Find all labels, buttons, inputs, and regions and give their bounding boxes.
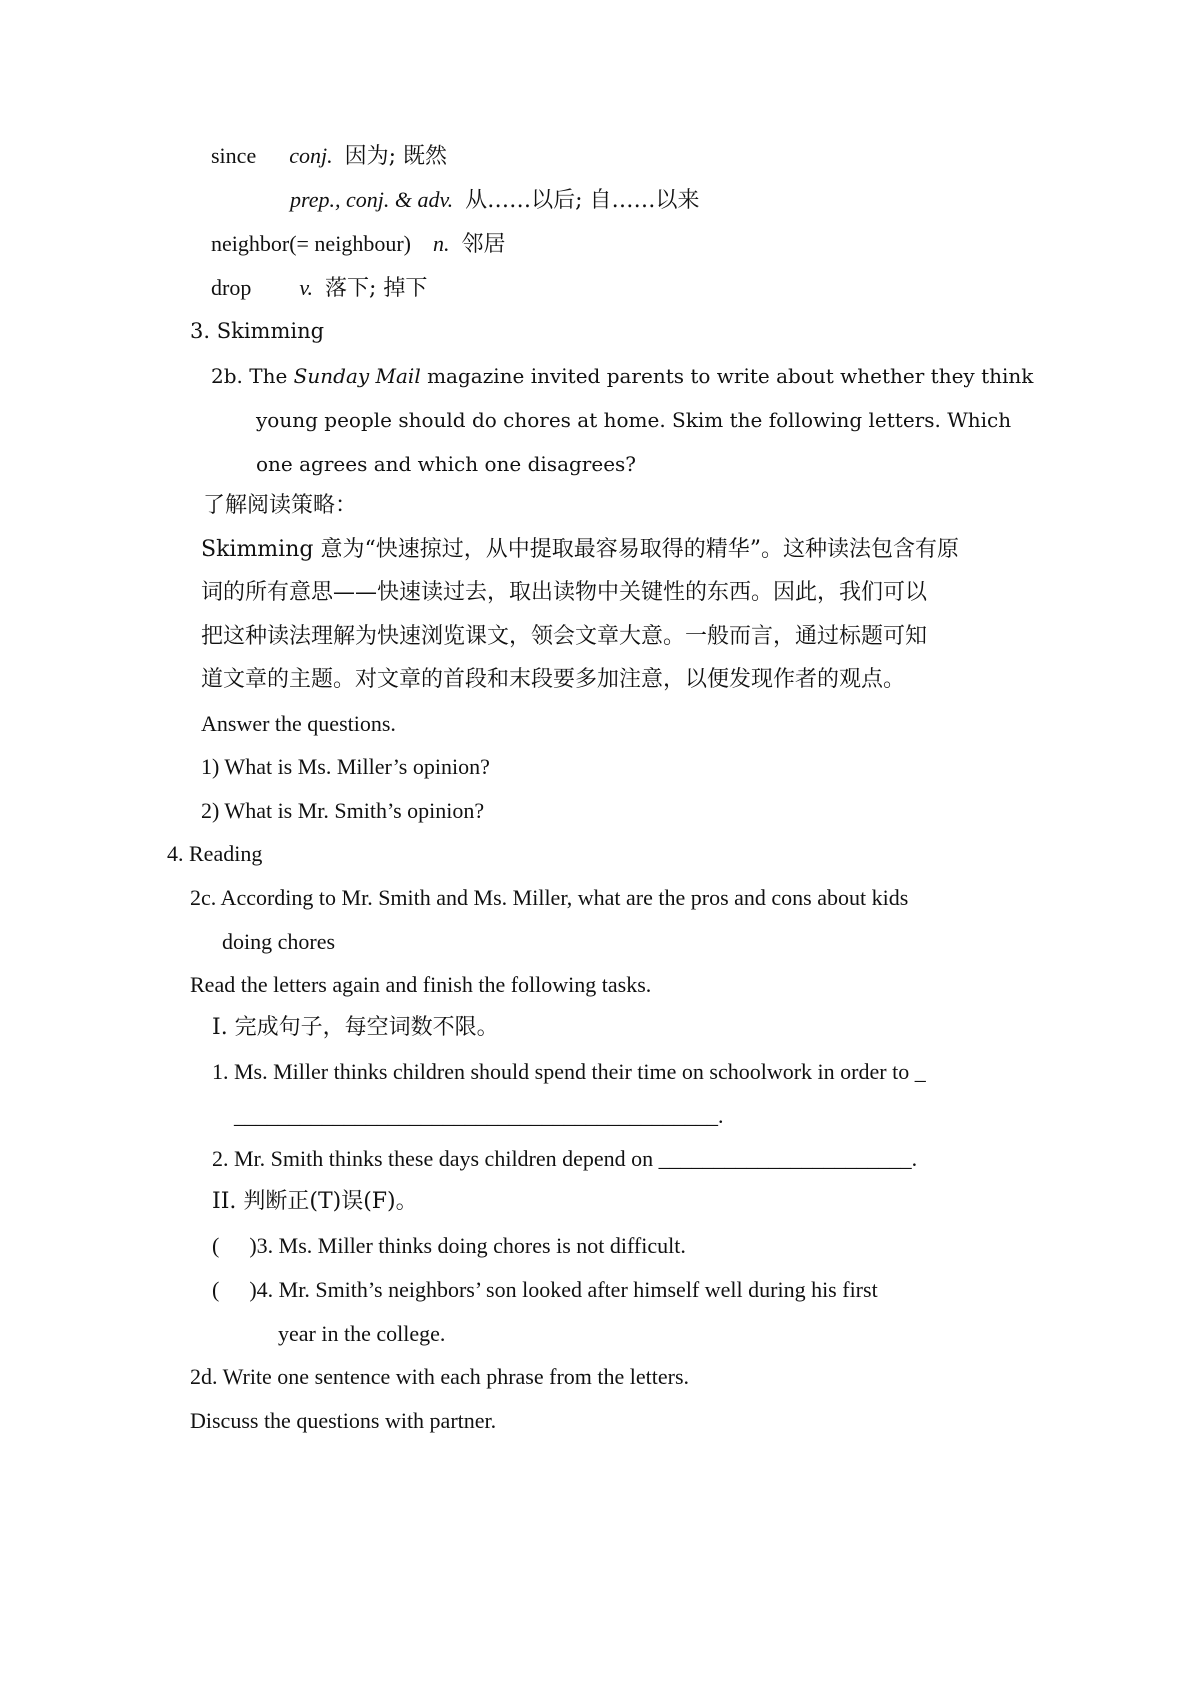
item1-blank: ____________________________________________. <box>234 1103 724 1128</box>
strategy-title: 了解阅读策略： <box>203 493 358 518</box>
item4-line1 <box>212 1276 878 1304</box>
skimming-heading: 3. Skimming <box>190 319 325 343</box>
vocab-neighbor <box>211 230 505 259</box>
task-2b-prefix: 2b. The <box>211 364 288 388</box>
reading-heading: 4. Reading <box>167 841 263 866</box>
item3 <box>212 1232 686 1260</box>
answer-paren: ( <box>212 1233 220 1258</box>
task-2c-line1: 2c. According to Mr. Smith and Ms. Miller, what are the pros and cons about kids <box>190 885 909 910</box>
task-2d: 2d. Write one sentence with each phrase from the letters. <box>190 1364 690 1389</box>
task-2b-line3: one agrees and which one disagrees? <box>256 452 637 476</box>
vocab-pos: prep., conj. & adv. <box>290 187 454 212</box>
strategy-line: 把这种读法理解为快速浏览课文，领会文章大意。一般而言，通过标题可知 <box>201 624 928 649</box>
task-2b-line1 <box>211 362 1033 390</box>
strategy-line: Skimming 意为“快速掠过，从中提取最容易取得的精华”。这种读法包含有原 <box>201 537 959 562</box>
vocab-meaning: 落下; 掉下 <box>324 276 428 301</box>
part1-title: I. 完成句子，每空词数不限。 <box>212 1015 499 1040</box>
vocab-meaning: 邻居 <box>461 232 506 257</box>
task-2b-rest: magazine invited parents to write about whether they think <box>427 364 1034 388</box>
vocab-since <box>211 142 447 171</box>
question-2: 2) What is Mr. Smith’s opinion? <box>201 798 485 823</box>
task-2b-line2: young people should do chores at home. Skim the following letters. Which <box>256 408 1012 432</box>
vocab-pos: n. <box>432 231 450 256</box>
vocab-pos: conj. <box>289 143 333 168</box>
task-2c-line2: doing chores <box>222 929 336 954</box>
vocab-word: drop <box>211 275 252 300</box>
reading-instruction: Read the letters again and finish the following tasks. <box>190 972 652 997</box>
strategy-line: 道文章的主题。对文章的首段和末段要多加注意，以便发现作者的观点。 <box>201 667 906 692</box>
vocab-word: since <box>211 143 257 168</box>
answer-title: Answer the questions. <box>201 711 396 736</box>
item4-line2: year in the college. <box>278 1321 446 1346</box>
item4-text: )4. Mr. Smith’s neighbors’ son looked after himself well during his first <box>249 1277 878 1302</box>
part2-title: II. 判断正(T)误(F)。 <box>212 1189 418 1214</box>
vocab-meaning: 因为; 既然 <box>344 144 447 169</box>
strategy-line: 词的所有意思——快速读过去，取出读物中关键性的东西。因此，我们可以 <box>201 580 928 605</box>
discuss-instruction: Discuss the questions with partner. <box>190 1408 497 1433</box>
vocab-drop <box>211 274 427 303</box>
magazine-name: Sunday Mail <box>293 364 421 388</box>
item3-text: )3. Ms. Miller thinks doing chores is not difficult. <box>249 1233 686 1258</box>
item1-line1: 1. Ms. Miller thinks children should spend their time on schoolwork in order to _ <box>212 1059 926 1084</box>
vocab-pos: v. <box>299 275 313 300</box>
item2: 2. Mr. Smith thinks these days children depend on _______________________. <box>212 1146 918 1171</box>
vocab-since-2 <box>290 186 700 215</box>
vocab-word: neighbor(= neighbour) <box>211 231 411 256</box>
answer-paren: ( <box>212 1277 220 1302</box>
question-1: 1) What is Ms. Miller’s opinion? <box>201 754 490 779</box>
vocab-meaning: 从……以后; 自……以来 <box>465 188 700 213</box>
